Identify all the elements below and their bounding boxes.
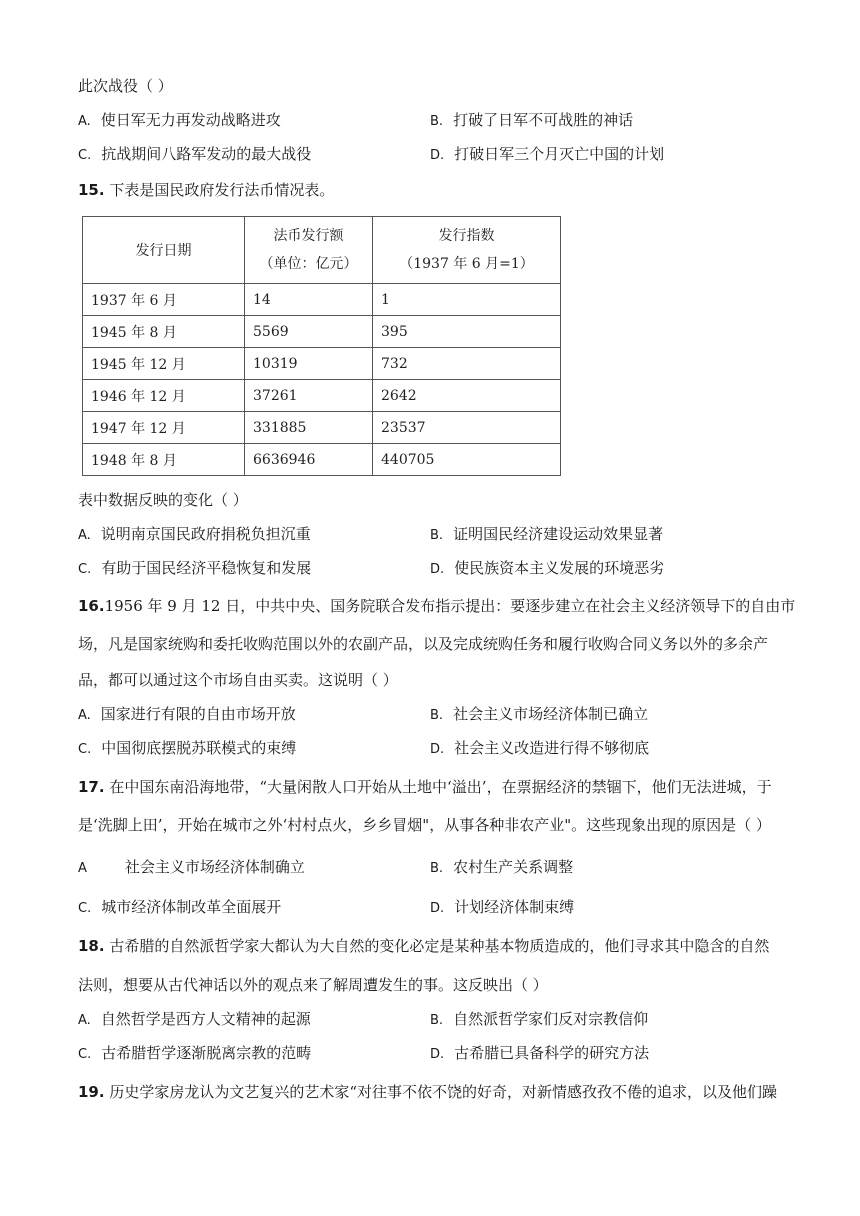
q16-option-d: D. 社会主义改造进行得不够彻底: [430, 739, 650, 757]
q18-option-d: D. 古希腊已具备科学的研究方法: [430, 1044, 650, 1062]
cell-index: 395: [373, 316, 561, 348]
cell-date: 1945 年 12 月: [83, 348, 245, 380]
q16-option-c: C. 中国彻底摆脱苏联模式的束缚: [78, 739, 297, 757]
q17-stem-line1: 17. 在中国东南沿海地带，“大量闲散人口开始从土地中‘溢出’，在票据经济的禁锢下，他们无法进城，于: [78, 778, 772, 796]
q17-option-d: D. 计划经济体制束缚: [430, 898, 575, 916]
q19-stem-line1: 19. 历史学家房龙认为文艺复兴的艺术家“对往事不依不饶的好奇，对新情感孜孜不倦的追求，以及他们躁: [78, 1083, 778, 1101]
cell-amount: 5569: [245, 316, 373, 348]
q17-stem-line2: 是‘洗脚上田’，开始在城市之外‘村村点火，乡乡冒烟"，从事各种非农产业"。这些现象出现的原因是（ ）: [78, 816, 771, 834]
q16-stem-line1: 16.1956 年 9 月 12 日，中共中央、国务院联合发布指示提出：要逐步建立在社会主义经济领导下的自由市: [78, 597, 796, 615]
q18-option-c: C. 古希腊哲学逐渐脱离宗教的范畴: [78, 1044, 312, 1062]
q15-after-table: 表中数据反映的变化（ ）: [78, 491, 248, 509]
header-issue-amount: 法币发行额 （单位：亿元）: [245, 217, 373, 284]
table-row: [83, 284, 561, 316]
q14-option-b: B. 打破了日军不可战胜的神话: [430, 111, 634, 129]
cell-index: 732: [373, 348, 561, 380]
cell-amount: 10319: [245, 348, 373, 380]
cell-amount: 37261: [245, 380, 373, 412]
q16-option-a: A. 国家进行有限的自由市场开放: [78, 705, 296, 723]
q18-option-b: B. 自然派哲学家们反对宗教信仰: [430, 1010, 649, 1028]
q14-stem-tail: 此次战役（ ）: [78, 77, 173, 95]
q18-stem-line2: 法则，想要从古代神话以外的观点来了解周遭发生的事。这反映出（ ）: [78, 976, 548, 994]
header-issue-date: 发行日期: [83, 217, 245, 284]
q15-option-d: D. 使民族资本主义发展的环境恶劣: [430, 559, 665, 577]
q17-option-c: C. 城市经济体制改革全面展开: [78, 898, 282, 916]
cell-date: 1948 年 8 月: [83, 444, 245, 476]
q18-option-a: A. 自然哲学是西方人文精神的起源: [78, 1010, 311, 1028]
q15-option-b: B. 证明国民经济建设运动效果显著: [430, 525, 664, 543]
cell-amount: 331885: [245, 412, 373, 444]
cell-amount: 14: [245, 284, 373, 316]
q14-option-c: C. 抗战期间八路军发动的最大战役: [78, 145, 312, 163]
cell-date: 1946 年 12 月: [83, 380, 245, 412]
table-row: [83, 380, 561, 412]
q16-stem-line2: 场，凡是国家统购和委托收购范围以外的农副产品，以及完成统购任务和履行收购合同义务以外的多余产: [78, 635, 769, 653]
cell-date: 1947 年 12 月: [83, 412, 245, 444]
q17-option-a: A 社会主义市场经济体制确立: [78, 858, 305, 876]
cell-date: 1937 年 6 月: [83, 284, 245, 316]
q17-option-b: B. 农村生产关系调整: [430, 858, 574, 876]
q15-option-c: C. 有助于国民经济平稳恢复和发展: [78, 559, 312, 577]
q14-option-a: A. 使日军无力再发动战略进攻: [78, 111, 281, 129]
table-row: [83, 444, 561, 476]
cell-index: 2642: [373, 380, 561, 412]
cell-amount: 6636946: [245, 444, 373, 476]
table-row: [83, 316, 561, 348]
q18-stem-line1: 18. 古希腊的自然派哲学家大都认为大自然的变化必定是某种基本物质造成的，他们寻求其中隐含的自然: [78, 937, 770, 955]
q14-option-d: D. 打破日军三个月灭亡中国的计划: [430, 145, 665, 163]
header-issue-index: 发行指数 （1937 年 6 月=1）: [373, 217, 561, 284]
currency-issuance-table: [82, 216, 561, 476]
q15-stem: 15. 下表是国民政府发行法币情况表。: [78, 181, 335, 199]
cell-date: 1945 年 8 月: [83, 316, 245, 348]
q16-stem-line3: 品，都可以通过这个市场自由买卖。这说明（ ）: [78, 671, 398, 689]
table-row: [83, 412, 561, 444]
q15-option-a: A. 说明南京国民政府捐税负担沉重: [78, 525, 311, 543]
q16-option-b: B. 社会主义市场经济体制已确立: [430, 705, 649, 723]
cell-index: 440705: [373, 444, 561, 476]
table-row: [83, 348, 561, 380]
table-header-row: [83, 217, 561, 284]
cell-index: 23537: [373, 412, 561, 444]
cell-index: 1: [373, 284, 561, 316]
